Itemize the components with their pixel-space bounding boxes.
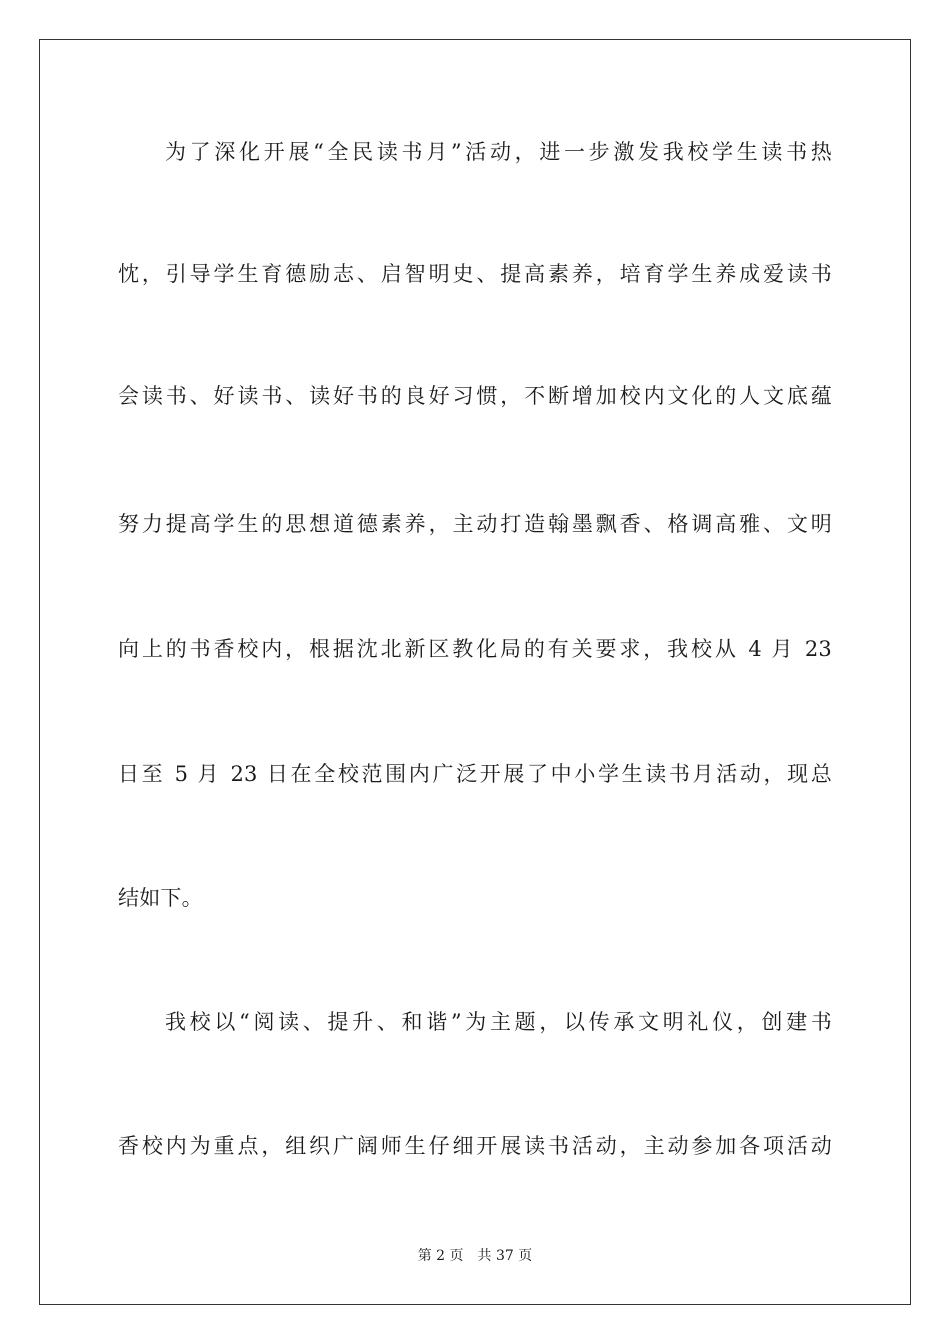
page-total: 共 37 页 bbox=[477, 1248, 533, 1264]
paragraph-1-line-7: 结如下。 bbox=[118, 886, 203, 910]
page-border bbox=[39, 39, 911, 1305]
paragraph-1-line-1: 为了深化开展“全民读书月”活动，进一步激发我校学生读书热 bbox=[165, 140, 832, 164]
paragraph-1-line-3: 会读书、好读书、读好书的良好习惯，不断增加校内文化的人文底蕴 bbox=[118, 384, 832, 408]
paragraph-1-line-5: 向上的书香校内，根据沈北新区教化局的有关要求，我校从 4 月 23 bbox=[118, 637, 832, 661]
paragraph-1-line-2: 忱，引导学生育德励志、启智明史、提高素养，培育学生养成爱读书 bbox=[118, 262, 832, 286]
paragraph-2-line-1: 我校以“阅读、提升、和谐”为主题，以传承文明礼仪，创建书 bbox=[165, 1010, 832, 1034]
page-number: 第 2 页 bbox=[417, 1248, 464, 1264]
page-footer bbox=[0, 1246, 950, 1266]
paragraph-1-line-6: 日至 5 月 23 日在全校范围内广泛开展了中小学生读书月活动，现总 bbox=[118, 762, 832, 786]
paragraph-2-line-2: 香校内为重点，组织广阔师生仔细开展读书活动，主动参加各项活动 bbox=[118, 1134, 832, 1158]
paragraph-1-line-4: 努力提高学生的思想道德素养，主动打造翰墨飘香、格调高雅、文明 bbox=[118, 512, 832, 536]
